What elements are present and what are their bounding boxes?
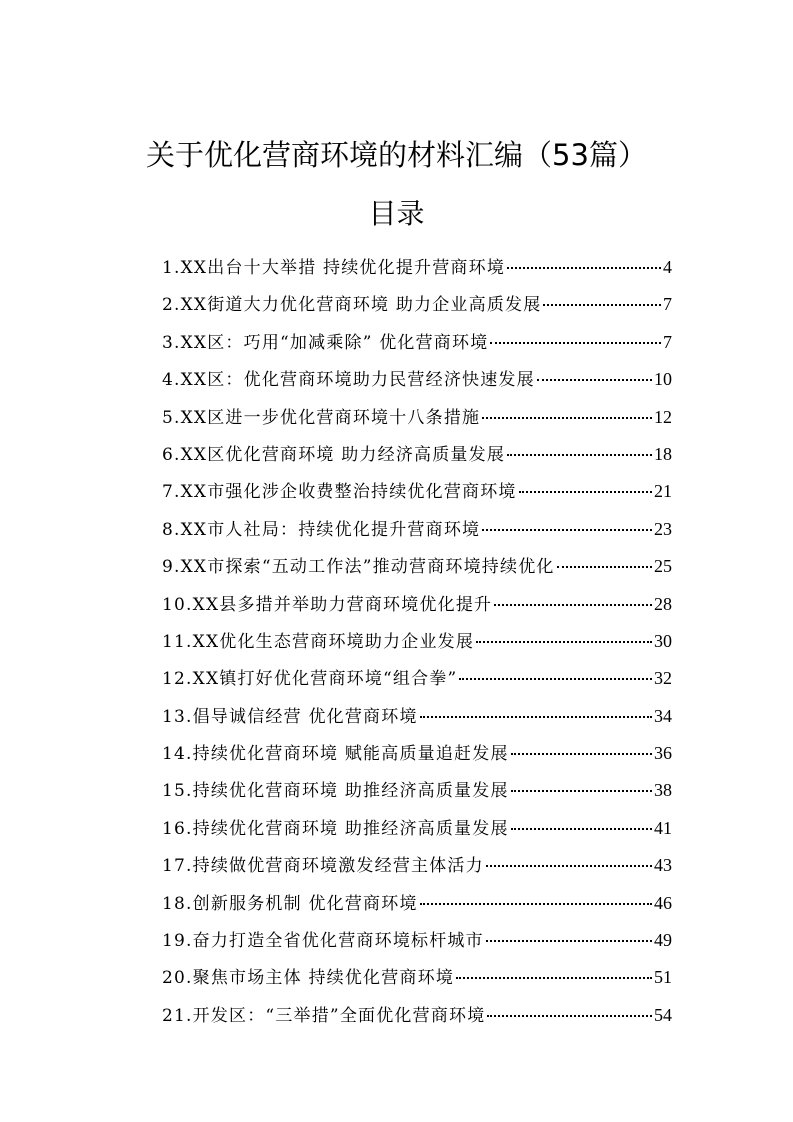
toc-entry-page-number: 28 (654, 593, 672, 614)
toc-entry-title: 19.奋力打造全省优化营商环境标杆城市 (162, 931, 484, 952)
toc-entry[interactable] (162, 847, 672, 884)
toc-dot-leader (543, 304, 661, 306)
toc-entry-page-number: 25 (654, 556, 672, 577)
toc-entry-title: 1.XX出台十大举措 持续优化提升营商环境 (162, 258, 506, 278)
toc-entry-title: 14.持续优化营商环境 赋能高质量追赶发展 (162, 744, 509, 765)
toc-entry-page-number: 7 (663, 331, 672, 352)
toc-entry-title: 15.持续优化营商环境 助推经济高质量发展 (162, 781, 509, 802)
toc-heading: 目录 (368, 197, 425, 230)
toc-entry[interactable] (162, 660, 672, 697)
toc-entry-page-number: 36 (654, 743, 672, 764)
toc-dot-leader (486, 940, 652, 942)
toc-entry-title: 4.XX区：优化营商环境助力民营经济快速发展 (162, 370, 535, 391)
toc-entry[interactable] (162, 623, 672, 660)
toc-dot-leader (420, 716, 652, 718)
toc-entry[interactable] (162, 997, 672, 1034)
toc-entry-title: 3.XX区：巧用“加减乘除” 优化营商环境 (162, 332, 489, 353)
toc-dot-leader (511, 753, 652, 755)
toc-dot-leader (482, 417, 652, 419)
toc-entry[interactable] (162, 698, 672, 735)
toc-entry-page-number: 23 (654, 518, 672, 539)
toc-entry-title: 7.XX市强化涉企收费整治持续优化营商环境 (162, 482, 517, 503)
toc-dot-leader (507, 267, 661, 269)
toc-entry-page-number: 51 (654, 967, 672, 988)
toc-entry-title: 10.XX县多措并举助力营商环境优化提升 (162, 594, 493, 615)
document-title: 关于优化营商环境的材料汇编（53篇） (146, 138, 647, 172)
toc-entry-title: 2.XX街道大力优化营商环境 助力企业高质发展 (162, 295, 542, 316)
toc-entry-title: 16.持续优化营商环境 助推经济高质量发展 (162, 818, 509, 839)
toc-entry[interactable] (162, 885, 672, 922)
table-of-contents (162, 249, 672, 1034)
toc-dot-leader (557, 566, 652, 568)
toc-entry[interactable] (162, 436, 672, 473)
toc-entry-page-number: 54 (654, 1004, 672, 1025)
toc-entry-title: 18.创新服务机制 优化营商环境 (162, 893, 418, 914)
toc-entry[interactable] (162, 735, 672, 772)
toc-dot-leader (487, 1015, 652, 1017)
toc-entry[interactable] (162, 399, 672, 436)
toc-entry-title: 8.XX市人社局：持续优化提升营商环境 (162, 519, 481, 540)
toc-dot-leader (490, 342, 661, 344)
toc-dot-leader (476, 641, 652, 643)
toc-entry-page-number: 4 (663, 257, 672, 277)
toc-entry[interactable] (162, 286, 672, 323)
toc-entry-page-number: 7 (663, 294, 672, 315)
toc-entry[interactable] (162, 361, 672, 398)
toc-dot-leader (519, 491, 652, 493)
toc-entry[interactable] (162, 473, 672, 510)
toc-entry[interactable] (162, 810, 672, 847)
toc-entry-title: 6.XX区优化营商环境 助力经济高质量发展 (162, 444, 506, 465)
toc-entry-page-number: 18 (654, 443, 672, 464)
toc-entry[interactable] (162, 324, 672, 361)
toc-dot-leader (507, 454, 652, 456)
toc-entry[interactable] (162, 511, 672, 548)
toc-entry-title: 9.XX市探索“五动工作法”推动营商环境持续优化 (162, 557, 555, 578)
toc-entry[interactable] (162, 772, 672, 809)
toc-entry-page-number: 34 (654, 705, 672, 726)
toc-entry-page-number: 30 (654, 630, 672, 651)
toc-entry-page-number: 43 (654, 855, 672, 876)
toc-entry-title: 5.XX区进一步优化营商环境十八条措施 (162, 407, 481, 428)
toc-entry-page-number: 41 (654, 817, 672, 838)
toc-entry-page-number: 38 (654, 780, 672, 801)
toc-dot-leader (420, 903, 652, 905)
toc-entry-title: 17.持续做优营商环境激发经营主体活力 (162, 856, 484, 877)
toc-entry-page-number: 46 (654, 892, 672, 913)
toc-entry[interactable] (162, 249, 672, 286)
toc-entry-title: 13.倡导诚信经营 优化营商环境 (162, 706, 418, 727)
toc-dot-leader (511, 790, 652, 792)
toc-entry-title: 11.XX优化生态营商环境助力企业发展 (162, 631, 475, 652)
toc-dot-leader (482, 529, 652, 531)
toc-entry-title: 12.XX镇打好优化营商环境“组合拳” (162, 669, 458, 690)
toc-entry[interactable] (162, 586, 672, 623)
toc-dot-leader (537, 379, 652, 381)
toc-entry-page-number: 49 (654, 930, 672, 951)
toc-entry[interactable] (162, 548, 672, 585)
toc-dot-leader (511, 828, 652, 830)
toc-dot-leader (486, 865, 652, 867)
toc-entry-page-number: 10 (654, 369, 672, 390)
toc-entry-page-number: 21 (654, 481, 672, 502)
toc-entry[interactable] (162, 959, 672, 996)
toc-entry-title: 20.聚焦市场主体 持续优化营商环境 (162, 968, 455, 989)
toc-entry-page-number: 32 (654, 668, 672, 689)
toc-entry-page-number: 12 (654, 406, 672, 427)
toc-entry-title: 21.开发区：“三举措”全面优化营商环境 (162, 1005, 486, 1026)
toc-dot-leader (459, 678, 652, 680)
toc-dot-leader (494, 604, 652, 606)
toc-entry[interactable] (162, 922, 672, 959)
toc-dot-leader (456, 977, 652, 979)
